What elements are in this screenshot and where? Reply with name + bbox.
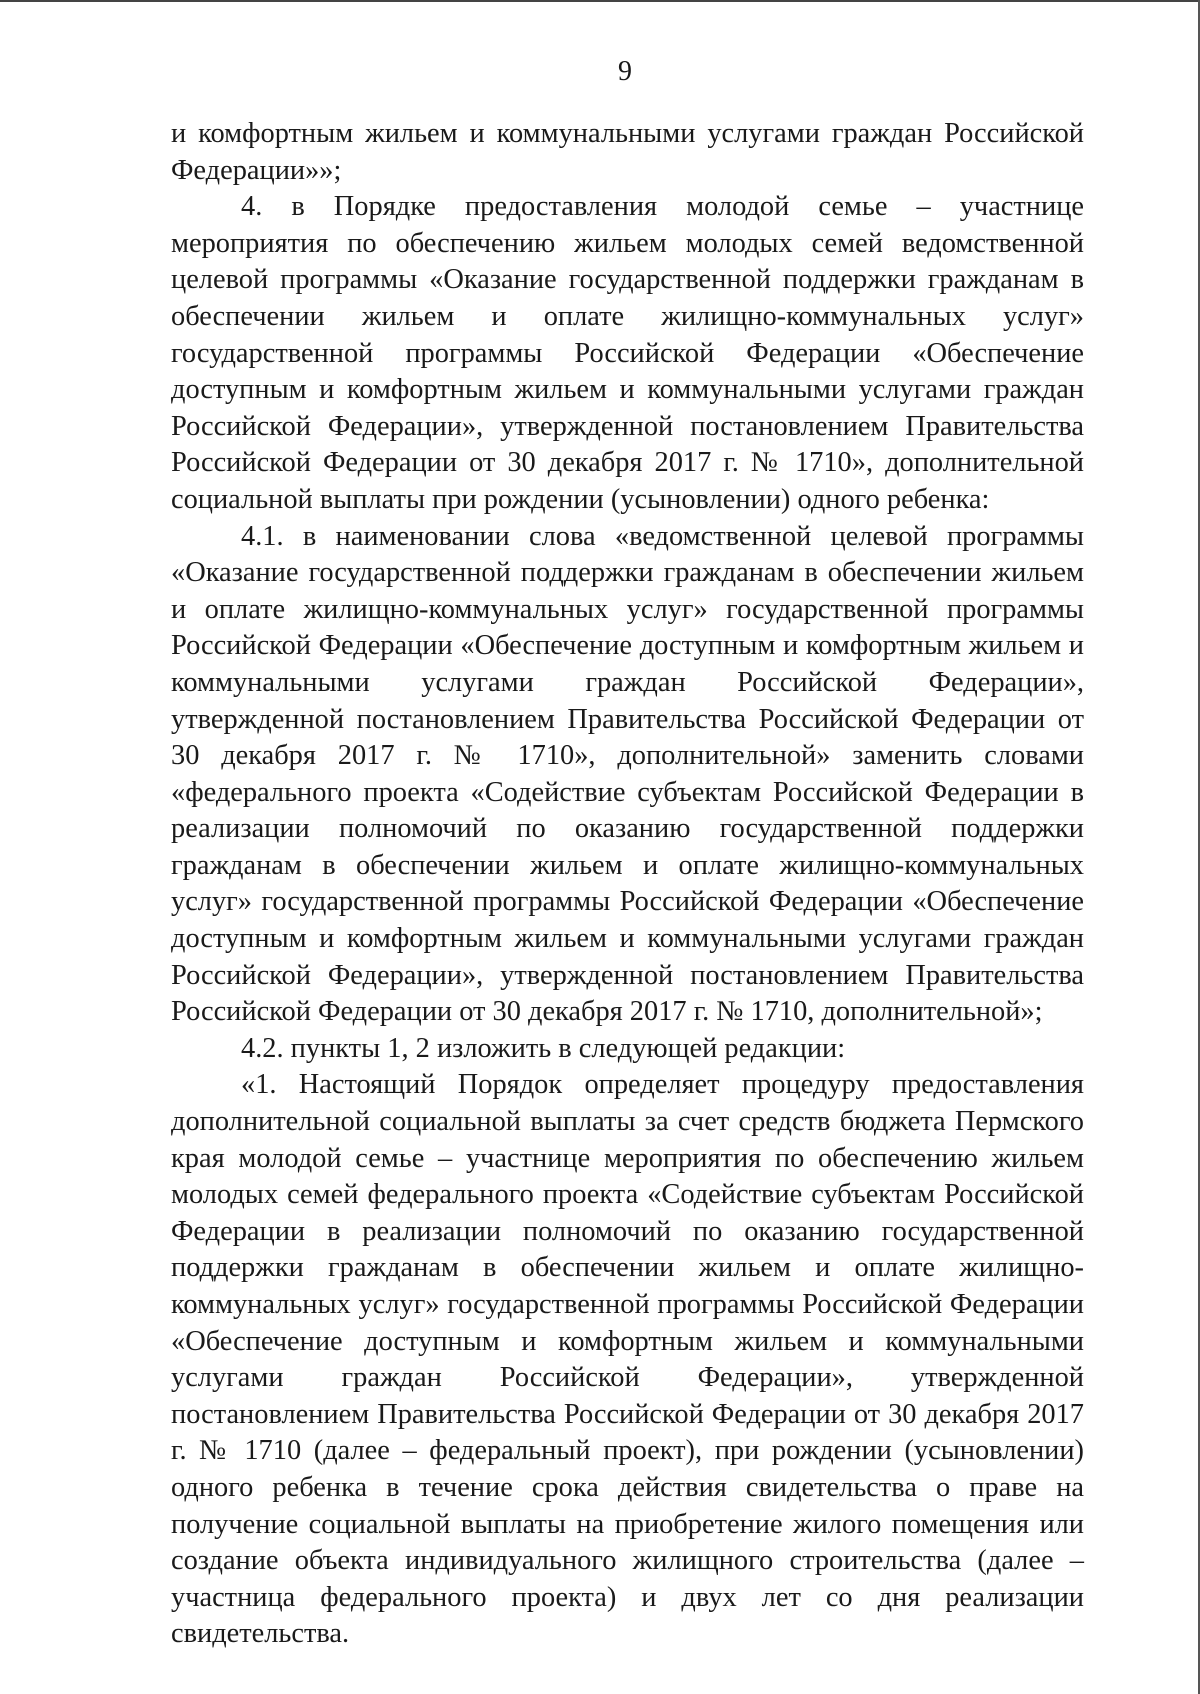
- page-number: 9: [618, 56, 632, 87]
- paragraph-continuation: и комфортным жильем и коммунальными услугами граждан Российской Федерации»»;: [171, 118, 1084, 186]
- document-body: [171, 116, 1084, 1653]
- paragraph-quoted-item-1: «1. Настоящий Порядок определяет процедуру предоставления дополнительной социальной выплаты за счет средств бюджета Пермского края молодой семье – участнице мероприятия по обеспечению жильем молодых семей федерального проекта «Содействие субъектам Российской Федерации в реализации полномочий по оказанию государственной поддержки гражданам в обеспечении жильем и оплате жилищно-коммунальных услуг» государственной программы Российской Федерации «Обеспечение доступным и комфортным жильем и коммунальными услугами граждан Российской Федерации», утвержденной постановлением Правительства Российской Федерации от 30 декабря 2017 г. № 1710 (далее – федеральный проект), при рождении (усыновлении) одного ребенка в течение срока действия свидетельства о праве на получение социальной выплаты на приобретение жилого помещения или создание объекта индивидуального жилищного строительства (далее – участница федерального проекта) и двух лет со дня реализации свидетельства.: [171, 1069, 1084, 1650]
- paragraph-item-4: 4. в Порядке предоставления молодой семье – участнице мероприятия по обеспечению жильем молодых семей ведомственной целевой программы «Оказание государственной поддержки гражданам в обеспечении жильем и оплате жилищно-коммунальных услуг» государственной программы Российской Федерации «Обеспечение доступным и комфортным жильем и коммунальными услугами граждан Российской Федерации», утвержденной постановлением Правительства Российской Федерации от 30 декабря 2017 г. № 1710», дополнительной социальной выплаты при рождении (усыновлении) одного ребенка:: [171, 191, 1084, 515]
- scan-edge-top: [0, 0, 1200, 2]
- paragraph-item-4-1: 4.1. в наименовании слова «ведомственной целевой программы «Оказание государственной поддержки гражданам в обеспечении жильем и оплате жилищно-коммунальных услуг» государственной программы Российской Федерации «Обеспечение доступным и комфортным жильем и коммунальными услугами граждан Российской Федерации», утвержденной постановлением Правительства Российской Федерации от 30 декабря 2017 г. № 1710», дополнительной» заменить словами «федерального проекта «Содействие субъектам Российской Федерации в реализации полномочий по оказанию государственной поддержки гражданам в обеспечении жильем и оплате жилищно-коммунальных услуг» государственной программы Российской Федерации «Обеспечение доступным и комфортным жильем и коммунальными услугами граждан Российской Федерации», утвержденной постановлением Правительства Российской Федерации от 30 декабря 2017 г. № 1710, дополнительной»;: [171, 520, 1084, 1028]
- paragraph-item-4-2: 4.2. пункты 1, 2 изложить в следующей редакции:: [241, 1032, 846, 1064]
